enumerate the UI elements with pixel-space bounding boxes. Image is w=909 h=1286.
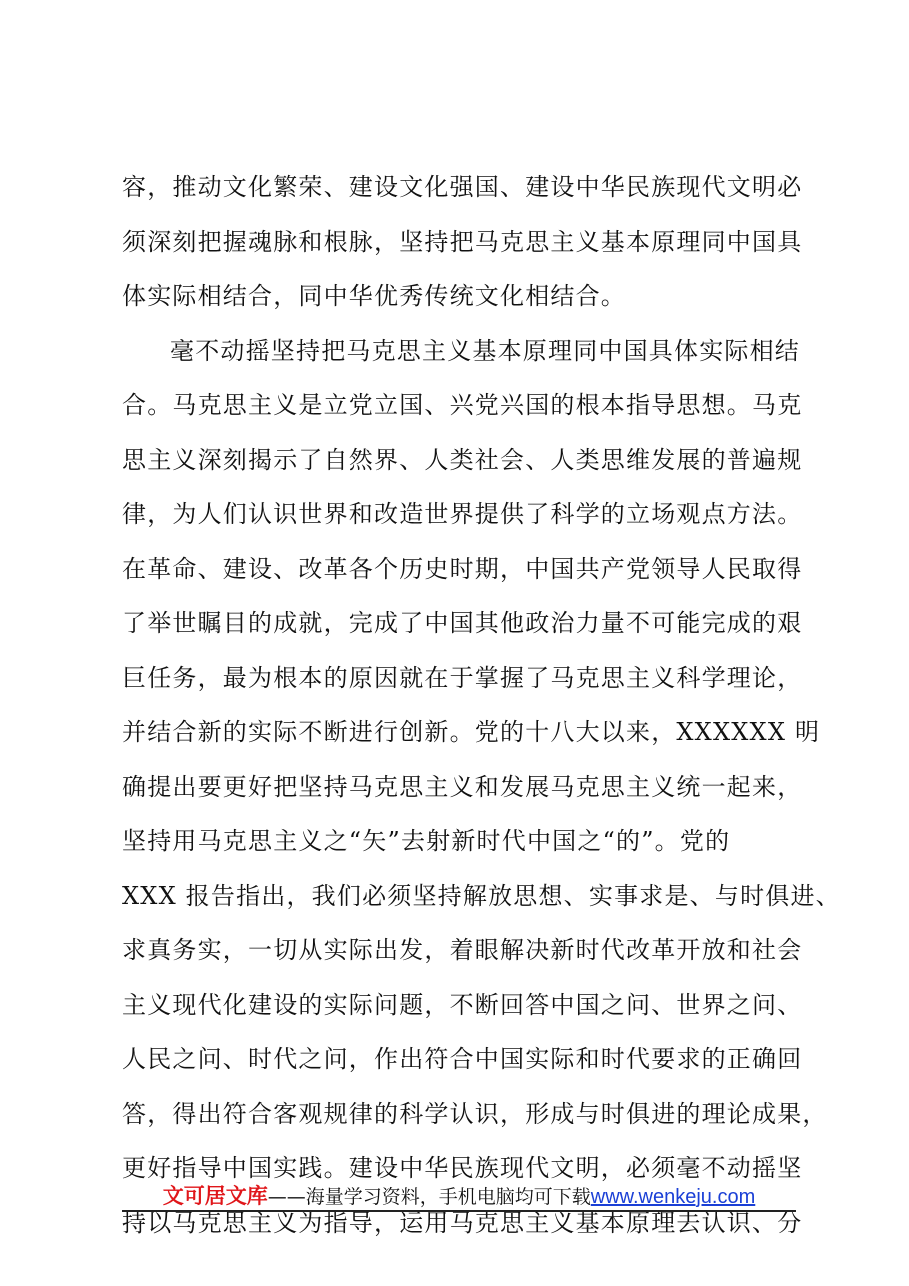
footer-brand: 文可居文库 xyxy=(162,1184,268,1208)
footer-slogan: ——海量学习资料，手机电脑均可下载 xyxy=(267,1186,591,1208)
text-line: 并结合新的实际不断进行创新。党的十八大以来，XXXXXX 明 xyxy=(122,718,821,746)
text-line: 容，推动文化繁荣、建设文化强国、建设中华民族现代文明必 xyxy=(122,173,803,201)
text-line: 体实际相结合，同中华优秀传统文化相结合。 xyxy=(122,282,626,310)
text-line: XXX 报告指出，我们必须坚持解放思想、实事求是、与时俱进、 xyxy=(122,881,841,910)
text-line: 须深刻把握魂脉和根脉，坚持把马克思主义基本原理同中国具 xyxy=(122,227,803,256)
document-body xyxy=(122,160,841,1250)
text-line: 了举世瞩目的成就，完成了中国其他政治力量不可能完成的艰 xyxy=(122,609,803,637)
text-line: 主义现代化建设的实际问题，不断回答中国之问、世界之问、 xyxy=(122,990,803,1019)
text-line: 求真务实，一切从实际出发，着眼解决新时代改革开放和社会 xyxy=(122,936,803,964)
text-line: 答，得出符合客观规律的科学认识，形成与时俱进的理论成果， xyxy=(122,1099,828,1128)
text-line: 律，为人们认识世界和改造世界提供了科学的立场观点方法。 xyxy=(122,500,803,528)
paragraph-first-line: 毫不动摇坚持把马克思主义基本原理同中国具体实际相结 xyxy=(170,336,800,365)
text-line: 思主义深刻揭示了自然界、人类社会、人类思维发展的普遍规 xyxy=(122,445,803,474)
text-line: 坚持用马克思主义之“矢”去射新时代中国之“的”。党的 xyxy=(122,827,731,855)
text-line: 人民之问、时代之问，作出符合中国实际和时代要求的正确回 xyxy=(122,1045,803,1073)
page-footer xyxy=(122,1180,796,1212)
text-line: 持以马克思主义为指导，运用马克思主义基本原理去认识、分 xyxy=(122,1208,803,1237)
footer-website-link[interactable]: www.wenkeju.com xyxy=(590,1186,756,1208)
text-line: 确提出要更好把坚持马克思主义和发展马克思主义统一起来， xyxy=(122,772,803,801)
text-line: 更好指导中国实践。建设中华民族现代文明，必须毫不动摇坚 xyxy=(122,1154,803,1182)
text-line: 巨任务，最为根本的原因就在于掌握了马克思主义科学理论， xyxy=(122,663,803,692)
text-line: 合。马克思主义是立党立国、兴党兴国的根本指导思想。马克 xyxy=(122,391,803,419)
text-line: 在革命、建设、改革各个历史时期，中国共产党领导人民取得 xyxy=(122,554,803,583)
footer-divider xyxy=(122,1210,796,1212)
